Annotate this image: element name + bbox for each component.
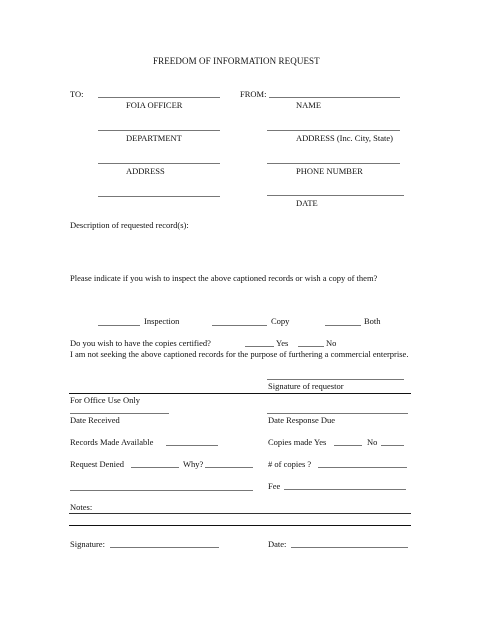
to-department-label: DEPARTMENT (126, 133, 182, 143)
requestor-signature-line[interactable] (267, 379, 404, 380)
request-denied-label: Request Denied (70, 459, 125, 469)
fee-blank[interactable] (284, 489, 406, 490)
to-foia-officer-line[interactable] (98, 97, 220, 98)
fee-label: Fee (268, 481, 281, 491)
copies-made-no-label: No (367, 437, 378, 447)
to-label: TO: (70, 89, 84, 99)
both-option-label: Both (364, 316, 381, 326)
requestor-signature-label: Signature of requestor (268, 381, 344, 391)
commercial-statement: I am not seeking the above captioned records for the purpose of furthering a commercial enterprise. (70, 349, 409, 359)
certified-no-label: No (326, 338, 337, 348)
office-date-blank[interactable] (291, 547, 408, 548)
date-response-due-line[interactable] (267, 413, 408, 414)
office-date-label: Date: (268, 539, 287, 549)
inspect-question: Please indicate if you wish to inspect the above captioned records or wish a copy of them? (70, 273, 378, 283)
inspection-option-label: Inspection (144, 316, 180, 326)
from-label: FROM: (240, 89, 267, 99)
office-signature-blank[interactable] (110, 547, 219, 548)
why-blank[interactable] (205, 467, 253, 468)
from-date-label: DATE (296, 198, 318, 208)
request-denied-blank[interactable] (131, 467, 179, 468)
to-extra-line[interactable] (98, 196, 220, 197)
copy-option-label: Copy (271, 316, 290, 326)
to-foia-officer-label: FOIA OFFICER (126, 100, 183, 110)
copies-made-no-blank[interactable] (381, 445, 404, 446)
office-section-divider (69, 393, 411, 394)
date-response-due-label: Date Response Due (268, 415, 336, 425)
copy-blank[interactable] (212, 325, 267, 326)
both-blank[interactable] (325, 325, 361, 326)
inspection-blank[interactable] (98, 325, 140, 326)
num-copies-label: # of copies ? (268, 459, 312, 469)
certified-question: Do you wish to have the copies certified? (70, 338, 211, 348)
from-address-line[interactable] (267, 130, 400, 131)
description-label: Description of requested record(s): (70, 220, 189, 230)
copies-made-yes-blank[interactable] (334, 445, 362, 446)
from-address-label: ADDRESS (Inc. City, State) (296, 133, 393, 143)
certified-yes-label: Yes (276, 338, 289, 348)
why-label: Why? (183, 459, 204, 469)
office-heading: For Office Use Only (70, 395, 140, 405)
notes-label: Notes: (70, 502, 93, 512)
from-name-label: NAME (296, 100, 322, 110)
records-made-available-blank[interactable] (166, 445, 218, 446)
to-address-line[interactable] (98, 163, 220, 164)
from-name-line[interactable] (269, 97, 400, 98)
to-address-label: ADDRESS (126, 166, 165, 176)
certified-yes-blank[interactable] (245, 346, 274, 347)
page-title: FREEDOM OF INFORMATION REQUEST (153, 56, 320, 66)
date-received-line[interactable] (70, 413, 169, 414)
notes-bottom-rule (69, 525, 411, 526)
certified-no-blank[interactable] (298, 346, 324, 347)
office-signature-label: Signature: (70, 539, 105, 549)
from-phone-label: PHONE NUMBER (296, 166, 363, 176)
from-date-line[interactable] (267, 195, 404, 196)
to-department-line[interactable] (98, 130, 220, 131)
records-made-available-label: Records Made Available (70, 437, 154, 447)
copies-made-yes-label: Copies made Yes (268, 437, 327, 447)
date-received-label: Date Received (70, 415, 120, 425)
num-copies-blank[interactable] (318, 467, 407, 468)
notes-line[interactable] (69, 513, 411, 514)
office-extra-line[interactable] (70, 490, 253, 491)
from-phone-line[interactable] (267, 163, 400, 164)
